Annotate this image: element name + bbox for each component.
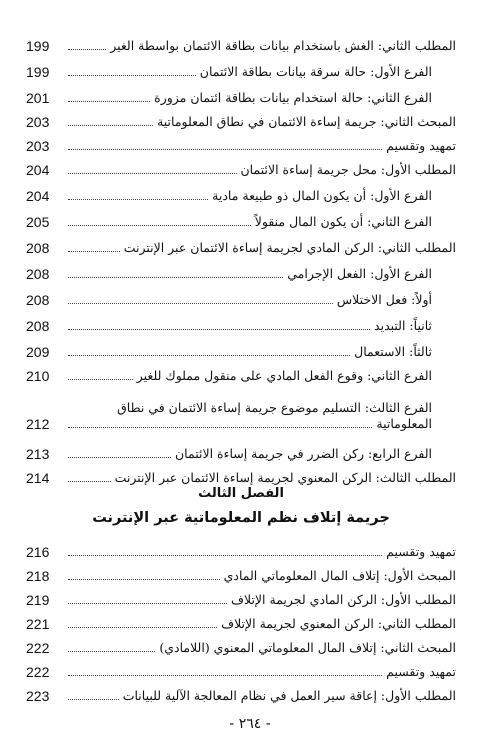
entry-title: المطلب الثاني: الغش باستخدام بيانات بطاقة الائتمان بواسطة الغير <box>110 38 456 53</box>
page-number: - ٢٦٤ - <box>229 716 271 732</box>
dot-leader <box>68 277 283 278</box>
entry-page: 222 <box>26 664 50 680</box>
entry-title: أولاً: فعل الاختلاس <box>336 292 432 307</box>
entry-page: 208 <box>26 266 50 282</box>
dot-leader <box>68 651 155 652</box>
toc-entry <box>26 608 456 632</box>
entry-page: 203 <box>26 138 50 154</box>
entry-title-line2: المعلوماتية <box>376 416 432 431</box>
entry-title: تمهيد وتقسيم <box>386 544 456 559</box>
toc-entry <box>26 258 456 282</box>
toc-entry <box>26 336 456 360</box>
entry-page: 212 <box>26 416 50 432</box>
entry-page: 214 <box>26 470 50 486</box>
toc-entry <box>26 310 456 334</box>
dot-leader <box>68 101 150 102</box>
entry-title: تمهيد وتقسيم <box>386 664 456 679</box>
chapter-label: الفصل الثالث <box>198 486 284 501</box>
entry-title-block <box>60 400 456 432</box>
entry-page: 213 <box>26 446 50 462</box>
entry-page: 208 <box>26 292 50 308</box>
dot-leader <box>68 199 208 200</box>
toc-entry <box>26 584 456 608</box>
entry-title: تمهيد وتقسيم <box>386 138 456 153</box>
entry-page: 216 <box>26 544 50 560</box>
entry-title: الفرع الثاني: حالة استخدام بيانات بطاقة ائتمان مزورة <box>154 90 432 105</box>
dot-leader <box>68 627 217 628</box>
entry-page: 223 <box>26 688 50 704</box>
entry-title: الفرع الأول: أن يكون المال ذو طبيعة مادية <box>212 188 432 203</box>
toc-entry <box>26 56 456 80</box>
dot-leader <box>68 427 372 428</box>
toc-entry-multiline <box>26 386 456 432</box>
entry-title-line1: الفرع الثالث: التسليم موضوع جريمة إساءة الائتمان في نطاق <box>117 400 432 415</box>
dot-leader <box>68 355 350 356</box>
toc-entry <box>26 680 456 704</box>
entry-title: ثانياً: التبديد <box>374 318 432 333</box>
entry-title: المطلب الأول: إعاقة سير العمل في نظام المعالجة الآلية للبيانات <box>122 688 456 703</box>
dot-leader <box>68 699 119 700</box>
entry-page: 221 <box>26 616 50 632</box>
entry-title: المبحث الأول: إتلاف المال المعلوماتي المادي <box>223 568 456 583</box>
dot-leader <box>68 379 133 380</box>
entry-page: 204 <box>26 188 50 204</box>
chapter-title: جريمة إتلاف نظم المعلوماتية عبر الإنترنت <box>92 510 390 526</box>
entry-title: المطلب الثاني: الركن المعنوي لجريمة الإتلاف <box>221 616 456 631</box>
toc-entry <box>26 232 456 256</box>
dot-leader <box>68 125 153 126</box>
entry-title: الفرع الثاني: وقوع الفعل المادي على منقول مملوك للغير <box>136 368 432 383</box>
dot-leader <box>68 225 251 226</box>
dot-leader <box>68 675 382 676</box>
dot-leader <box>68 75 196 76</box>
toc-entry <box>26 130 456 154</box>
toc-entry <box>26 82 456 106</box>
dot-leader <box>68 303 333 304</box>
entry-title: الفرع الرابع: ركن الضرر في جريمة إساءة الائتمان <box>174 446 432 461</box>
toc-entry <box>26 632 456 656</box>
entry-page: 210 <box>26 368 50 384</box>
entry-title: الفرع الثاني: أن يكون المال منقولاً <box>254 214 432 229</box>
dot-leader <box>68 149 382 150</box>
toc-entry <box>26 536 456 560</box>
toc-entry <box>26 106 456 130</box>
toc-entry <box>26 438 456 462</box>
entry-title: الفرع الأول: الفعل الإجرامي <box>287 266 432 281</box>
entry-page: 199 <box>26 64 50 80</box>
toc-entry <box>26 462 456 486</box>
toc-entry <box>26 206 456 230</box>
entry-page: 208 <box>26 240 50 256</box>
toc-entry <box>26 30 456 54</box>
entry-title: ثالثاً: الاستعمال <box>354 344 432 359</box>
dot-leader <box>68 457 171 458</box>
dot-leader <box>68 251 120 252</box>
dot-leader <box>68 329 370 330</box>
entry-page: 209 <box>26 344 50 360</box>
toc-entry <box>26 154 456 178</box>
entry-title: المطلب الأول: الركن المادي لجريمة الإتلاف <box>231 592 456 607</box>
entry-title: المبحث الثاني: إتلاف المال المعلوماتي المعنوي (اللامادي) <box>159 640 456 655</box>
entry-page: 201 <box>26 90 50 106</box>
dot-leader <box>68 481 111 482</box>
entry-title: المطلب الثالث: الركن المعنوي لجريمة إساءة الائتمان عبر الإنترنت <box>114 470 456 485</box>
dot-leader <box>68 49 106 50</box>
entry-title: المطلب الأول: محل جريمة إساءة الائتمان <box>240 162 456 177</box>
entry-page: 218 <box>26 568 50 584</box>
entry-page: 219 <box>26 592 50 608</box>
entry-title-line2-wrap <box>60 416 432 432</box>
toc-entry <box>26 360 456 384</box>
entry-page: 208 <box>26 318 50 334</box>
dot-leader <box>68 579 220 580</box>
dot-leader <box>68 555 382 556</box>
entry-page: 203 <box>26 114 50 130</box>
toc-entry <box>26 560 456 584</box>
dot-leader <box>68 173 237 174</box>
toc-entry <box>26 180 456 204</box>
entry-page: 205 <box>26 214 50 230</box>
entry-page: 222 <box>26 640 50 656</box>
entry-title: المطلب الثاني: الركن المادي لجريمة إساءة الائتمان عبر الإنترنت <box>123 240 456 255</box>
entry-page: 199 <box>26 38 50 54</box>
toc-entry <box>26 656 456 680</box>
entry-page: 204 <box>26 162 50 178</box>
dot-leader <box>68 603 227 604</box>
entry-title: الفرع الأول: حالة سرقة بيانات بطاقة الائتمان <box>199 64 432 79</box>
entry-title: المبحث الثاني: جريمة إساءة الائتمان في نطاق المعلوماتية <box>157 114 456 129</box>
toc-entry <box>26 284 456 308</box>
